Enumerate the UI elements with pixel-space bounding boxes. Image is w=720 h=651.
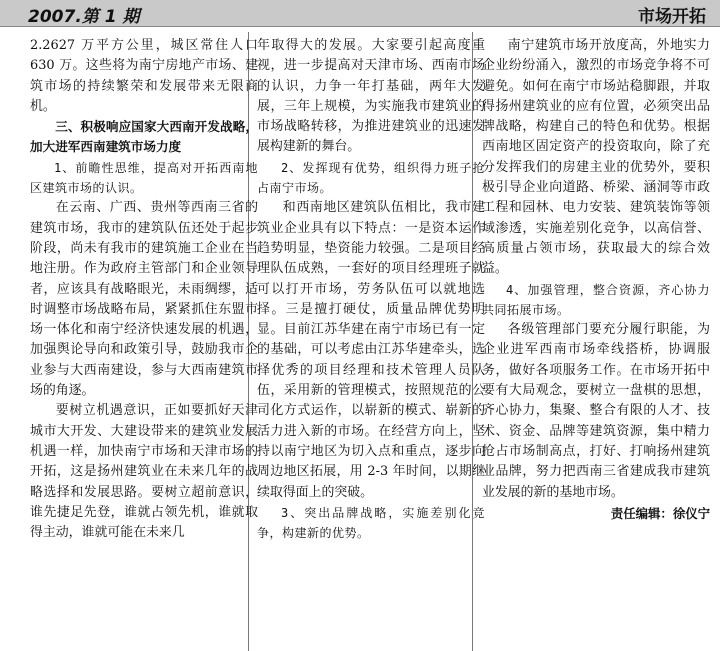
text-column-3	[482, 36, 710, 648]
section-title: 市场开拓	[638, 7, 706, 27]
subheading: 1、前瞻性思维，提高对开拓西南地区建筑市场的认识。	[30, 160, 258, 196]
editor-credit: 责任编辑：徐仪宁	[610, 505, 710, 521]
issue-label: 2007.第 1 期	[28, 7, 140, 27]
paragraph: 2.2627 万平方公里，城区常住人口 630 万。这些将为南宁房地产市场、建筑市场的持续繁荣和发展带来无限商机。	[30, 38, 258, 114]
subheading: 4、加强管理，整合资源，齐心协力共同拓展市场。	[482, 282, 710, 317]
paragraph: 在云南、广西、贵州等西南三省的建筑市场，我市的建筑队伍还处于起步阶段，尚未有我市的建筑施工企业在当地注册。作为政府主管部门和企业领导者，应该具有战略眼光，未雨绸缪，适时调整市场战略布局，紧紧抓住东盟市场一体化和南宁经济快速发展的机遇，加强舆论导向和政策引导，鼓励我市企业参与大西南建设，参与大西南建筑市场的角逐。	[30, 200, 258, 399]
paragraph: 年取得大的发展。大家要引起高度重视，进一步提高对天津市场、西南市场的认识，力争一年打基础，两年大发展，三年上规模，为实施我市建筑业的市场战略转移，为推进建筑业的迅速发展构建新的舞台。	[257, 38, 485, 155]
paragraph: 南宁建筑市场开放度高，外地实力企业纷纷涌入，激烈的市场竞争将不可避免。如何在南宁市场站稳脚跟，并取得扬州建筑业的应有位置，必须突出品牌战略，构建自己的特色和优势。根据西南地区固定资产的投资取向，除了充分发挥我们的房建主业的优势外，要积极引导企业向道路、桥梁、涵洞等市政工程和园林、电力安装、建筑装饰等领域渗透，实施差别化竞争，以高信誉、高质量占领市场，获取最大的综合效益。	[482, 38, 710, 277]
paragraph: 各级管理部门要充分履行职能，为企业进军西南市场牵线搭桥，协调服务，做好各项服务工作。在市场开拓中要有大局观念，要树立一盘棋的思想，齐心协力，集聚、整合有限的人才、技术、资金、品牌等建筑资源，集中精力抢占市场制高点，打好、打响扬州建筑业品牌，努力把西南三省建成我市建筑业发展的新的基地市场。	[482, 322, 710, 500]
page-header	[0, 0, 720, 27]
text-column-1	[30, 36, 258, 648]
subheading: 3、突出品牌战略，实施差别化竞争，构建新的优势。	[257, 505, 485, 541]
paragraph: 要树立机遇意识，正如要抓好天津城市大开发、大建设带来的建筑业发展机遇一样，加快南宁市场和天津市场的开拓，这是扬州建筑业在未来几年的战略选择和发展思路。要树立超前意识，谁先捷足先登，谁就占领先机，谁就取得主动，谁就可能在未来几	[30, 403, 258, 541]
section-heading: 三、积极响应国家大西南开发战略，加大进军西南建筑市场力度	[30, 119, 258, 155]
paragraph: 和西南地区建筑队伍相比，我市建筑业企业具有以下特点：一是资本运作趋势明显，垫资能力较强。二是项目经理队伍成熟，一套好的项目经理班子就可以打开市场，劳务队伍可以就地选择。三是擅打硬仗，质量品牌优势明显。目前江苏华建在南宁市场已有一定的基础，可以考虑由江苏华建牵头，选择优秀的项目经理和技术管理人员队伍，采用新的管理模式，按照规范的公司化方式运作，以崭新的模式、崭新的活力进入新的市场。在经营方向上，坚持以南宁地区为切入点和重点，逐步向周边地区拓展，用 2-3 年时间，以期继续取得面上的突破。	[257, 200, 485, 500]
text-column-2	[257, 36, 485, 648]
subheading: 2、发挥现有优势，组织得力班子抢占南宁市场。	[257, 160, 485, 196]
